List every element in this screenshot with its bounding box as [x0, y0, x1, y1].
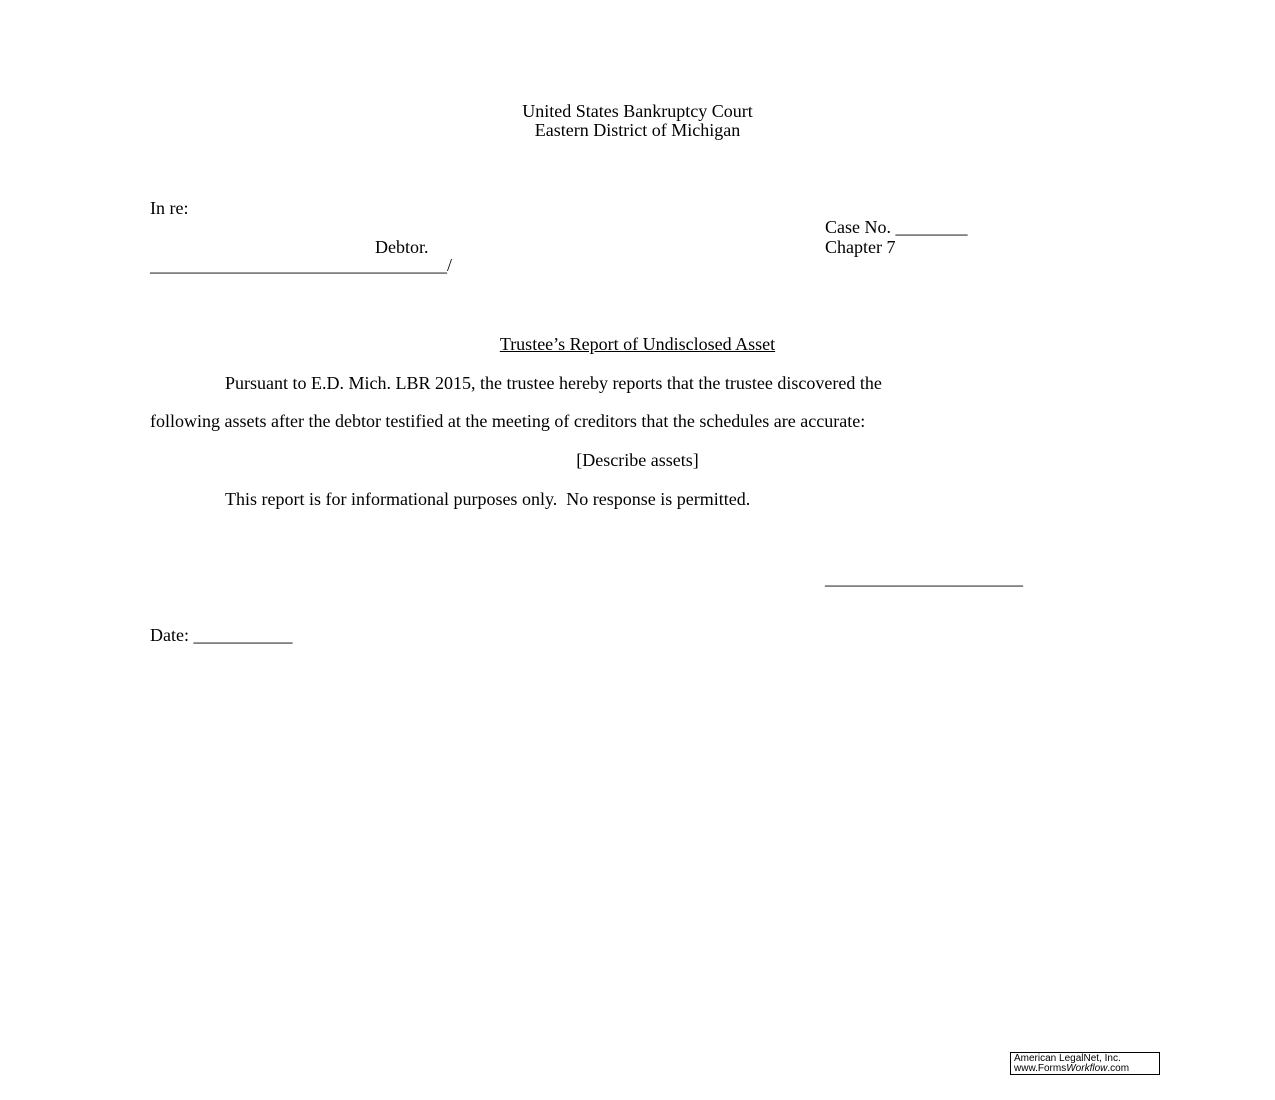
footer-logo-prefix: www.Forms	[1014, 1063, 1067, 1074]
footer-logo-suffix: .com	[1107, 1063, 1130, 1074]
body-paragraph-2: This report is for informational purposes only. No response is permitted.	[225, 489, 751, 509]
body-paragraph-1-line-1: Pursuant to E.D. Mich. LBR 2015, the trustee hereby reports that the trustee discovered the	[225, 373, 882, 393]
chapter-label: Chapter 7	[825, 237, 896, 257]
document-title: Trustee’s Report of Undisclosed Asset	[499, 334, 776, 354]
footer-logo-line-1: American LegalNet, Inc.	[1014, 1053, 1121, 1064]
footer-logo	[1010, 1052, 1160, 1075]
court-name: United States Bankruptcy Court	[522, 101, 753, 121]
debtor-label: Debtor.	[375, 237, 429, 257]
case-number: Case No. ________	[825, 217, 968, 237]
footer-logo-line-2	[1014, 1064, 1159, 1074]
describe-assets-placeholder: [Describe assets]	[576, 450, 699, 470]
district-name: Eastern District of Michigan	[534, 120, 741, 140]
body-paragraph-1-line-2: following assets after the debtor testified at the meeting of creditors that the schedules are accurate:	[150, 411, 866, 431]
signature-line: ______________________	[825, 568, 1023, 588]
caption-separator: _________________________________/	[150, 255, 453, 275]
footer-logo-italic: Workflow	[1066, 1063, 1108, 1074]
in-re-label: In re:	[150, 198, 189, 218]
date-line: Date: ___________	[150, 625, 293, 645]
